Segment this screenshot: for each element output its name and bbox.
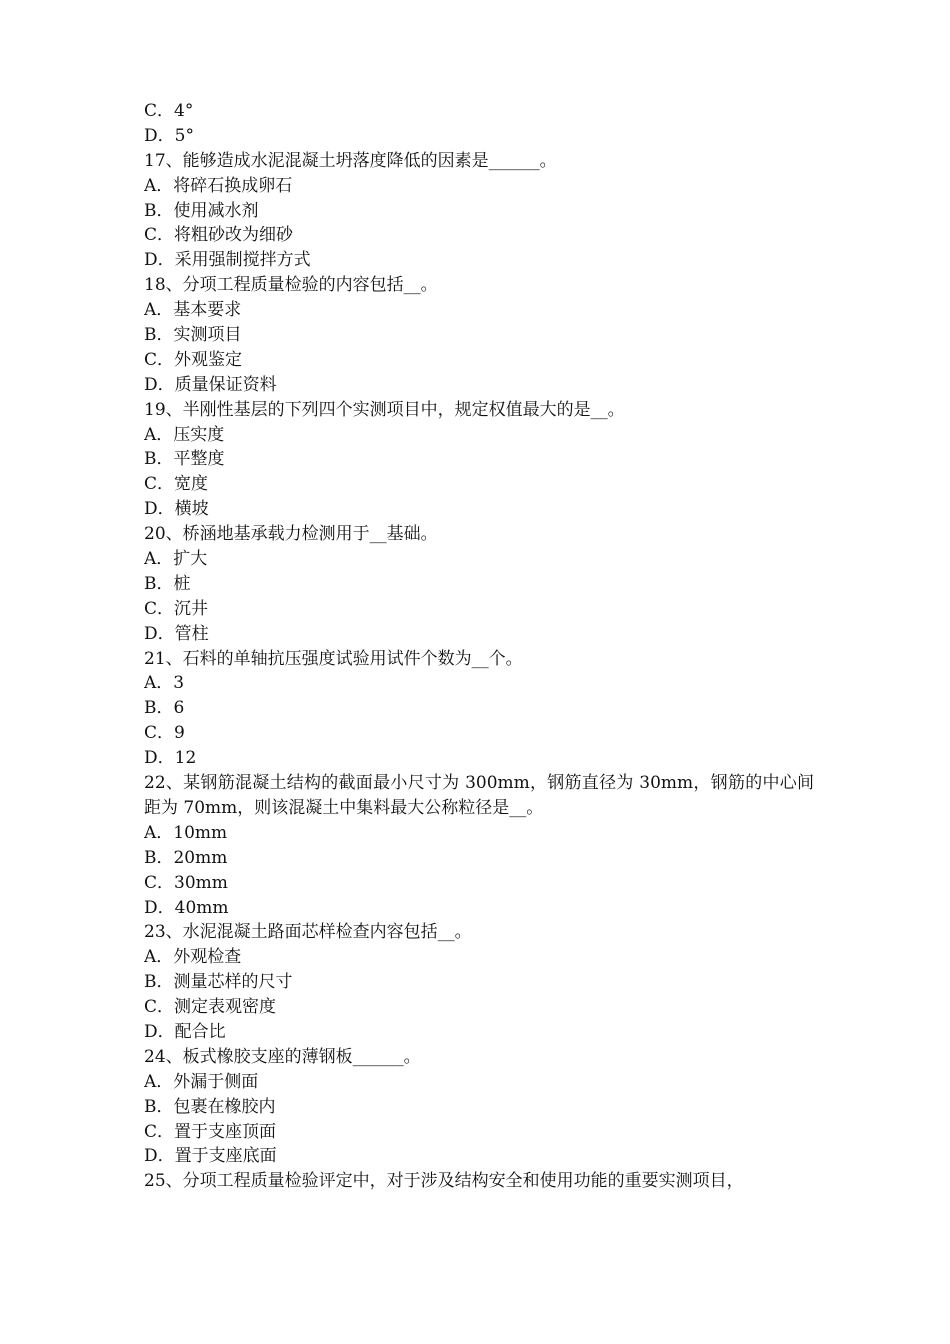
question-23: 23、水泥混凝土路面芯样检查内容包括__。: [144, 922, 472, 943]
option-line: C．宽度: [144, 474, 209, 495]
option-line: B．6: [144, 698, 185, 719]
question-25: 25、分项工程质量检验评定中，对于涉及结构安全和使用功能的重要实测项目，: [144, 1171, 744, 1192]
question-list: [144, 99, 814, 1194]
option-line: C．30mm: [144, 872, 228, 893]
option-line: B．包裹在橡胶内: [144, 1096, 276, 1117]
option-line: B．平整度: [144, 449, 225, 470]
option-line: C．测定表观密度: [144, 997, 277, 1018]
option-line: D．12: [144, 748, 197, 769]
option-line: A．压实度: [144, 424, 225, 445]
question-22: 22、某钢筋混凝土结构的截面最小尺寸为 300mm，钢筋直径为 30mm，钢筋的中心间距为 70mm，则该混凝土中集料最大公称粒径是__。: [144, 773, 814, 818]
option-line: C．置于支座顶面: [144, 1121, 277, 1142]
option-line: B．桩: [144, 573, 191, 594]
question-17: 17、能够造成水泥混凝土坍落度降低的因素是______。: [144, 150, 557, 171]
option-line: D．质量保证资料: [144, 374, 277, 395]
question-24: 24、板式橡胶支座的薄钢板______。: [144, 1046, 421, 1067]
option-line: D．置于支座底面: [144, 1146, 277, 1167]
option-line: C．沉井: [144, 598, 209, 619]
option-line: B．20mm: [144, 847, 228, 868]
option-line: C．将粗砂改为细砂: [144, 225, 294, 246]
option-line: A．基本要求: [144, 300, 242, 321]
option-line: C．4°: [144, 101, 194, 121]
option-line: D．5°: [144, 125, 194, 146]
option-line: D．40mm: [144, 897, 229, 918]
option-line: B．实测项目: [144, 325, 242, 346]
question-19: 19、半刚性基层的下列四个实测项目中，规定权值最大的是__。: [144, 399, 625, 420]
option-line: B．使用减水剂: [144, 200, 259, 221]
option-line: D．采用强制搅拌方式: [144, 250, 311, 271]
option-line: A．外观检查: [144, 947, 242, 968]
option-line: A．扩大: [144, 549, 208, 570]
option-line: C．外观鉴定: [144, 349, 243, 370]
option-line: B．测量芯样的尺寸: [144, 972, 293, 993]
option-line: A．外漏于侧面: [144, 1071, 259, 1092]
option-line: A．将碎石换成卵石: [144, 175, 293, 196]
question-20: 20、桥涵地基承载力检测用于__基础。: [144, 524, 438, 545]
option-line: D．配合比: [144, 1021, 226, 1042]
option-line: C．9: [144, 723, 185, 744]
option-line: D．管柱: [144, 623, 209, 644]
option-line: D．横坡: [144, 499, 209, 520]
option-line: A．10mm: [144, 822, 228, 843]
question-21: 21、石料的单轴抗压强度试验用试件个数为__个。: [144, 648, 523, 669]
question-18: 18、分项工程质量检验的内容包括__。: [144, 275, 438, 296]
option-line: A．3: [144, 673, 185, 694]
